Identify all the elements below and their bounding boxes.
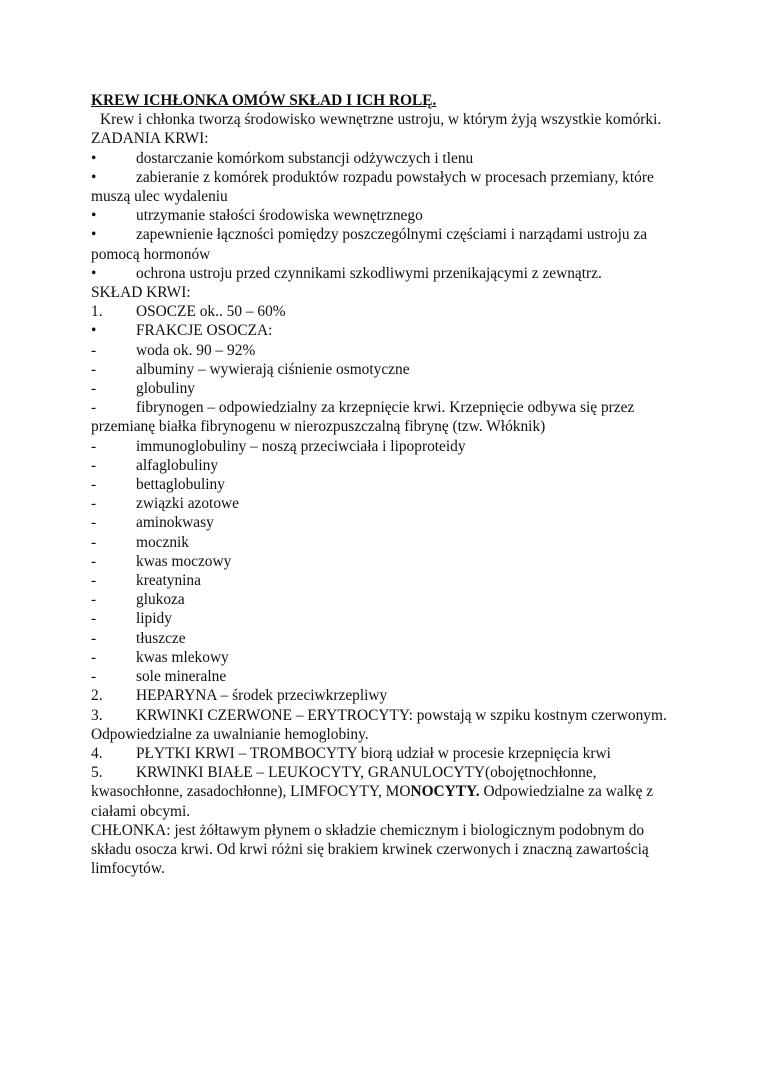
plasma-item: 1. OSOCZE ok.. 50 – 60% xyxy=(91,303,286,321)
dash-marker: - xyxy=(91,456,97,474)
dash-marker: - xyxy=(91,610,97,628)
fraction-item: - tłuszcze xyxy=(91,629,186,647)
heparin-item: 2. HEPARYNA – środek przeciwkrzepliwy xyxy=(91,687,388,705)
document-title: KREW ICHŁONKA OMÓW SKŁAD I ICH ROLĘ. xyxy=(91,92,437,109)
task-item: • zapewnienie łączności pomiędzy poszczególnymi częściami i narządami ustroju za pomocą hormonów xyxy=(91,226,648,263)
dash-marker: - xyxy=(91,668,97,686)
dash-marker: - xyxy=(91,552,97,570)
dash-marker: - xyxy=(91,360,97,378)
dash-marker: - xyxy=(91,629,97,647)
dash-marker: - xyxy=(91,591,97,609)
bullet-marker: • xyxy=(91,149,97,167)
bullet-marker: • xyxy=(91,168,97,186)
dash-marker: - xyxy=(91,648,97,666)
fraction-item: - fibrynogen – odpowiedzialny za krzepnięcie krwi. Krzepnięcie odbywa się przez przemianę białka fibrynogenu w nierozpuszczalną fibrynę (tzw. Włóknik) xyxy=(91,399,635,436)
fraction-item: - kwas mlekowy xyxy=(91,648,229,666)
bullet-marker: • xyxy=(91,322,97,340)
number-marker: 1. xyxy=(91,303,103,321)
task-item: • dostarczanie komórkom substancji odżywczych i tlenu xyxy=(91,149,474,167)
composition-heading: SKŁAD KRWI: xyxy=(91,284,191,302)
fraction-item: - kwas moczowy xyxy=(91,552,232,570)
number-marker: 5. xyxy=(91,764,103,782)
fraction-item: - woda ok. 90 – 92% xyxy=(91,341,256,359)
red-cells-item: 3. KRWINKI CZERWONE – ERYTROCYTY: powstają w szpiku kostnym czerwonym. Odpowiedzialne za uwalnianie hemoglobiny. xyxy=(91,706,667,743)
fraction-item: - mocznik xyxy=(91,533,189,551)
intro-paragraph: Krew i chłonka tworzą środowisko wewnętrzne ustroju, w którym żyją wszystkie komórki. xyxy=(100,111,662,129)
dash-marker: - xyxy=(91,495,97,513)
fraction-item: - immunoglobuliny – noszą przeciwciała i lipoproteidy xyxy=(91,437,466,455)
dash-marker: - xyxy=(91,380,97,398)
bullet-marker: • xyxy=(91,207,97,225)
fraction-item: - aminokwasy xyxy=(91,514,214,532)
tasks-heading: ZADANIA KRWI: xyxy=(91,130,209,148)
fraction-item: - związki azotowe xyxy=(91,495,239,513)
number-marker: 4. xyxy=(91,744,103,762)
fraction-item: - alfaglobuliny xyxy=(91,456,219,474)
fraction-item: - sole mineralne xyxy=(91,668,227,686)
dash-marker: - xyxy=(91,437,97,455)
bullet-marker: • xyxy=(91,226,97,244)
dash-marker: - xyxy=(91,341,97,359)
task-item: • ochrona ustroju przed czynnikami szkodliwymi przenikającymi z zewnątrz. xyxy=(91,264,602,282)
fractions-heading: • FRAKCJE OSOCZA: xyxy=(91,322,273,340)
dash-marker: - xyxy=(91,476,97,494)
platelets-item: 4. PŁYTKI KRWI – TROMBOCYTY biorą udział w procesie krzepnięcia krwi xyxy=(91,744,611,762)
fraction-item: - glukoza xyxy=(91,591,185,609)
dash-marker: - xyxy=(91,514,97,532)
white-cells-item: 5. KRWINKI BIAŁE – LEUKOCYTY, GRANULOCYTY(obojętnochłonne, kwasochłonne, zasadochłonne), LIMFOCYTY, MONOCYTY. Odpowiedzialne za walkę z ciałami obcymi. xyxy=(91,764,654,820)
fraction-item: - kreatynina xyxy=(91,572,201,590)
fraction-item: - bettaglobuliny xyxy=(91,476,225,494)
dash-marker: - xyxy=(91,399,97,417)
document-page xyxy=(91,91,681,878)
dash-marker: - xyxy=(91,533,97,551)
dash-marker: - xyxy=(91,572,97,590)
bullet-marker: • xyxy=(91,264,97,282)
task-item: • utrzymanie stałości środowiska wewnętrznego xyxy=(91,207,423,225)
fraction-item: - globuliny xyxy=(91,380,195,398)
task-item: • zabieranie z komórek produktów rozpadu powstałych w procesach przemiany, które muszą ulec wydaleniu xyxy=(91,168,654,206)
lymph-paragraph: CHŁONKA: jest żółtawym płynem o składzie chemicznym i biologicznym podobnym do składu osocza krwi. Od krwi różni się brakiem krwinek czerwonych i znaczną zawartością limfocytów. xyxy=(91,821,649,878)
fraction-item: - lipidy xyxy=(91,610,172,628)
number-marker: 2. xyxy=(91,687,103,705)
number-marker: 3. xyxy=(91,706,103,724)
fraction-item: - albuminy – wywierają ciśnienie osmotyczne xyxy=(91,360,410,378)
